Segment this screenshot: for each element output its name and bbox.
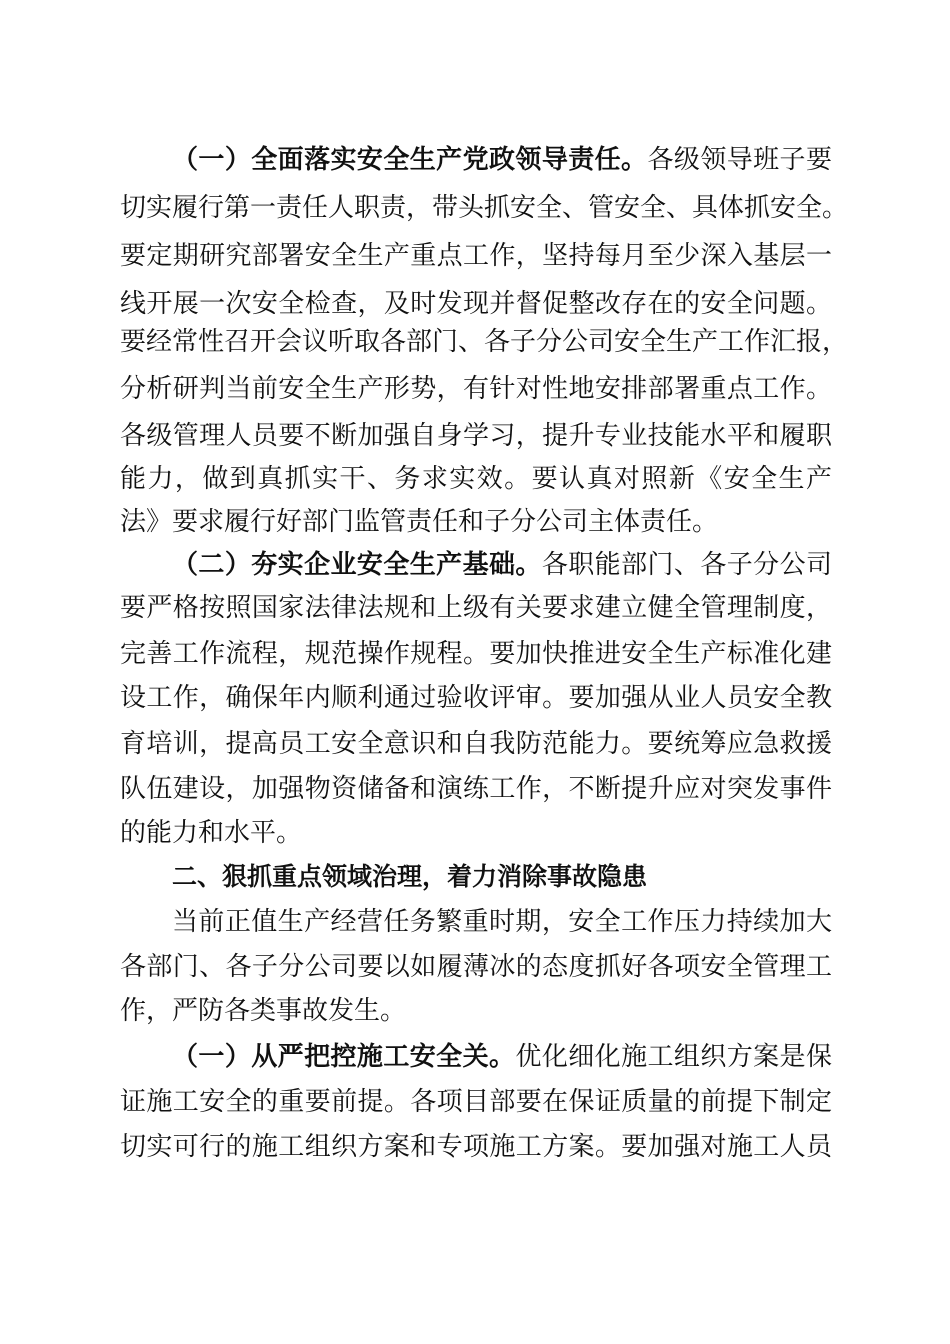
paragraph-line: 的能力和水平。 bbox=[120, 818, 303, 848]
paragraph-line: 完善工作流程，规范操作规程。要加快推进安全生产标准化建 bbox=[120, 639, 832, 669]
paragraph-lead: （一）全面落实安全生产党政领导责任。 bbox=[172, 145, 648, 175]
paragraph-line: 分析研判当前安全生产形势，有针对性地安排部署重点工作。 bbox=[120, 374, 832, 404]
paragraph-line: 线开展一次安全检查，及时发现并督促整改存在的安全问题。 bbox=[120, 289, 832, 319]
section-heading: 二、狠抓重点领域治理，着力消除事故隐患 bbox=[172, 862, 648, 891]
paragraph-line: 要经常性召开会议听取各部门、各子分公司安全生产工作汇报， bbox=[120, 327, 849, 357]
paragraph-line: 作，严防各类事故发生。 bbox=[120, 996, 407, 1026]
paragraph-lead: （二）夯实企业安全生产基础。 bbox=[172, 550, 542, 580]
paragraph-line: 切实可行的施工组织方案和专项施工方案。要加强对施工人员 bbox=[120, 1132, 832, 1162]
paragraph-line: 要定期研究部署安全生产重点工作，坚持每月至少深入基层一 bbox=[120, 241, 832, 271]
paragraph-line: 法》要求履行好部门监管责任和子分公司主体责任。 bbox=[120, 507, 719, 537]
paragraph-line: 当前正值生产经营任务繁重时期，安全工作压力持续加大 bbox=[172, 907, 832, 937]
paragraph-text: 各级领导班子要 bbox=[647, 145, 832, 175]
paragraph-line: 各部门、各子分公司要以如履薄冰的态度抓好各项安全管理工 bbox=[120, 952, 832, 982]
paragraph-text: 各职能部门、各子分公司 bbox=[541, 550, 832, 580]
paragraph-line bbox=[172, 548, 832, 582]
paragraph-line: 设工作，确保年内顺利通过验收评审。要加强从业人员安全教 bbox=[120, 683, 832, 713]
paragraph-text: 优化细化施工组织方案是保 bbox=[515, 1042, 832, 1072]
paragraph-line: 队伍建设，加强物资储备和演练工作，不断提升应对突发事件 bbox=[120, 774, 832, 804]
paragraph-line: 各级管理人员要不断加强自身学习，提升专业技能水平和履职 bbox=[120, 421, 832, 451]
paragraph-line bbox=[172, 143, 832, 177]
paragraph-line: 要严格按照国家法律法规和上级有关要求建立健全管理制度， bbox=[120, 593, 832, 623]
paragraph-lead: （一）从严把控施工安全关。 bbox=[172, 1042, 516, 1072]
paragraph-line: 证施工安全的重要前提。各项目部要在保证质量的前提下制定 bbox=[120, 1087, 832, 1117]
paragraph-line: 能力，做到真抓实干、务求实效。要认真对照新《安全生产 bbox=[120, 464, 832, 494]
paragraph-line: 切实履行第一责任人职责，带头抓安全、管安全、具体抓安全。 bbox=[120, 193, 849, 223]
paragraph-line: 育培训，提高员工安全意识和自我防范能力。要统筹应急救援 bbox=[120, 729, 832, 759]
paragraph-line bbox=[172, 1040, 832, 1074]
